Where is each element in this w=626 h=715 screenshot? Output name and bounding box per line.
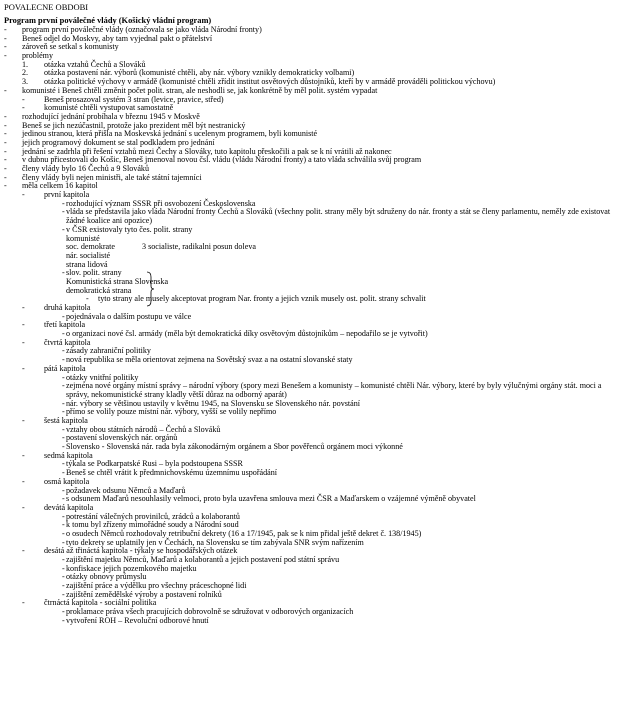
outline-text: vláda se představila jako vláda Národní fronty Čechů a Slováků (všechny polit. strany měly být sdruženy do nár. fronty a stát se členy parlamentu, neměly zde existovat žádné koalice ani opozice) (66, 207, 611, 226)
list-marker: - (62, 346, 65, 356)
list-marker: 3. (22, 77, 29, 87)
list-marker: - (62, 607, 65, 617)
outline-text: nár. socialisté (66, 250, 111, 260)
document-body (4, 26, 622, 626)
outline-text: devátá kapitola (44, 502, 94, 512)
list-marker: - (22, 476, 25, 486)
outline-text: pojednávala o dalším postupu ve válce (66, 311, 192, 321)
list-marker: - (4, 120, 7, 130)
outline-text: pátá kapitola (44, 363, 86, 373)
list-marker: - (4, 42, 7, 52)
list-marker: - (62, 311, 65, 321)
list-marker: - (62, 528, 65, 538)
list-marker: - (4, 25, 7, 34)
list-marker: - (4, 33, 7, 43)
list-marker: - (62, 511, 65, 521)
list-marker: - (4, 172, 7, 182)
list-marker: - (4, 146, 7, 156)
list-marker: - (4, 111, 7, 121)
outline-text: jejich programový dokument se stal podkladem pro jednání (22, 137, 215, 147)
outline-text: problémy (22, 51, 54, 61)
list-marker: - (4, 155, 7, 165)
outline-text: slov. polit. strany (66, 268, 122, 278)
list-marker: - (62, 329, 65, 339)
list-marker: 2. (22, 68, 29, 78)
outline-text: členy vlády bylo 16 Čechů a 9 Slováků (22, 164, 150, 173)
outline-text: tyto strany ale musely akceptovat program Nar. fronty a jejich vznik musely ost. polit. strany schvalit (98, 294, 426, 304)
outline-text: zajištění majetku Němců, Maďarů a kolaborantů a jejich postavení pod státní správu (66, 555, 340, 564)
list-marker: - (62, 468, 65, 478)
outline-text: komunisté chtěli vystupovat samostatně (44, 103, 174, 113)
list-marker: - (62, 615, 65, 625)
list-marker: - (22, 337, 25, 347)
outline-item (4, 295, 622, 304)
outline-text: zajištění práce a výdělku pro všechny práceschopné lidi (66, 581, 247, 591)
outline-text: tyto dekrety se uplatnily jen v Čechách, na Slovensku se tím zabývala SNR svým nařízením (66, 537, 364, 547)
list-marker: - (22, 450, 25, 460)
outline-text: rozhodující jednání probíhala v březnu 1945 v Moskvě (22, 111, 200, 121)
list-marker: - (62, 372, 65, 382)
outline-text: zejména nové orgány místní správy – národní výbory (spory mezi Benešem a komunisty – komunisté chtěli Nár. výbory, které by byly výlučnými orgány stát. moci a správy, nekomunistické strany kladly větší důraz na odborný aparát) (66, 381, 602, 399)
list-marker: - (4, 51, 7, 61)
outline-item (4, 43, 622, 52)
outline-item (4, 617, 622, 626)
list-marker: - (62, 268, 65, 278)
outline-text: program první poválečné vlády (označovala se jako vláda Národní fronty) (22, 25, 262, 34)
outline-text: čtrnáctá kapitola - sociální politika (44, 598, 157, 608)
list-marker: - (62, 433, 65, 443)
list-marker: - (4, 137, 7, 147)
outline-text: otázky obnovy průmyslu (66, 572, 147, 582)
list-marker: - (22, 416, 25, 425)
outline-text: přímo se volily pouze místní nár. výbory, vyšší se volily nepřímo (66, 407, 277, 417)
outline-text: zajištění zemědělské výroby a postavení rolníků (66, 589, 222, 599)
list-marker: - (62, 537, 65, 547)
outline-text: čtvrtá kapitola (44, 337, 91, 347)
outline-text: desátá až třináctá kapitola - týkaly se hospodářských otázek (44, 546, 238, 556)
outline-item (4, 408, 622, 417)
list-marker: - (62, 207, 65, 217)
margin-note: 3 socialiste, radikalni posun doleva (142, 242, 256, 252)
outline-text: sedmá kapitola (44, 450, 93, 460)
document-heading: POVALECNE OBDOBI (4, 2, 89, 12)
list-marker: - (62, 407, 65, 417)
outline-item (4, 443, 622, 452)
outline-text: konfiskace jejich pozemkového majetku (66, 563, 197, 573)
brace-icon (146, 271, 154, 307)
list-marker: 1. (22, 59, 29, 69)
list-marker: - (62, 381, 65, 391)
outline-text: druhá kapitola (44, 303, 91, 313)
outline-text: o organizaci nové čsl. armády (měla být demokratická díky osvětovým důstojníkům – nepodařilo se je vytvořit) (66, 329, 428, 339)
outline-text: v ČSR existovaly tyto čes. polit. strany (66, 224, 193, 234)
outline-text: otázka politické výchovy v armádě (komunisté chtěli zřídit institut osvětových důstojníků, kteří by v armádě prováděli politickou výchovu) (44, 77, 496, 87)
outline-text: třetí kapitola (44, 320, 86, 330)
outline-text: nár. výbory se většinou ustavily v květnu 1945, na Slovensku se Slovenského nár. povstání (66, 398, 361, 408)
list-marker: - (22, 303, 25, 313)
list-marker: - (22, 103, 25, 113)
outline-text: členy vlády byli nejen ministři, ale také státní tajemníci (22, 172, 202, 182)
list-marker: - (22, 598, 25, 608)
outline-text: Slovensko - Slovenská nár. rada byla zákonodárným orgánem a Sbor pověřenců orgánem moci výkonné (66, 442, 403, 452)
list-marker: - (62, 485, 65, 495)
outline-text: měla celkem 16 kapitol (22, 181, 98, 191)
list-marker: - (62, 442, 65, 452)
outline-text: požadavek odsunu Němců a Maďarů (66, 485, 186, 495)
outline-item (4, 469, 622, 478)
outline-text: v dubnu přicestovali do Košic, Beneš jmenoval novou čsl. vládu (vládu Národní fronty) a tato vláda schválila svůj program (22, 155, 422, 165)
outline-text: komunisté (66, 233, 100, 243)
outline-text: nová republika se měla orientovat zejmena na Sovětský svaz a na ostatní slovanské staty (66, 355, 353, 365)
outline-item (4, 495, 622, 504)
list-marker: - (62, 494, 65, 504)
outline-text: o osudech Němců rozhodovaly retribuční dekrety (16 a 17/1945, pak se k nim přidal ještě dekret č. 138/1945) (66, 528, 422, 538)
outline-text: osmá kapitola (44, 476, 90, 486)
outline-text: s odsunem Maďarů nesouhlasily velmoci, proto byla uzavřena smlouva mezi ČSR a Maďarskem o vzájemné výměně obyvatel (66, 494, 476, 504)
list-marker: - (62, 572, 65, 582)
outline-text: Komunistická strana Slovenska (66, 276, 169, 286)
list-marker: - (4, 164, 7, 173)
list-marker: - (4, 129, 7, 139)
list-marker: - (22, 94, 25, 104)
outline-item (4, 382, 622, 399)
outline-text: potrestání válečných provinilců, zrádců a kolaborantů (66, 511, 240, 521)
outline-text: Beneš se chtěl vrátit k předmnichovskému územnímu uspořádání (66, 468, 278, 478)
list-marker: - (4, 85, 7, 95)
outline-text: jedinou stranou, která přišla na Moskevská jednání s ucelenym programem, byli komunisté (22, 129, 318, 139)
outline-text: Beneš odjel do Moskvy, aby tam vyjednal pakt o přátelství (22, 33, 213, 43)
list-marker: - (62, 459, 65, 469)
outline-item (4, 313, 622, 322)
outline-text: zároveň se setkal s komunisty (22, 42, 119, 52)
list-marker: - (22, 363, 25, 373)
list-marker: - (4, 181, 7, 191)
list-marker: - (62, 563, 65, 573)
outline-text: k tomu byl zřízeny mimořádné soudy a Národní soud (66, 520, 239, 530)
section-title: Program první poválečné vlády (Košický vládní program) (4, 16, 212, 25)
outline-text: postavení slovenských nár. orgánů (66, 433, 178, 443)
list-marker: - (62, 224, 65, 234)
list-marker: - (62, 424, 65, 434)
list-marker: - (62, 520, 65, 530)
outline-text: vytvoření ROH – Revoluční odborové hnutí (66, 615, 209, 625)
outline-text: soc. demokrate (66, 242, 115, 252)
list-marker: - (86, 294, 89, 304)
list-marker: - (22, 546, 25, 556)
outline-text: demokratická strana (66, 285, 132, 295)
list-marker: - (62, 555, 65, 564)
outline-text: strana lidová (66, 259, 108, 269)
list-marker: - (22, 320, 25, 330)
outline-text: jednání se zadrhla při řešení vztahů mezi Čechy a Slováky, tuto kapitolu přeskočili a pak se k ní vrátili až nakonec (22, 146, 392, 156)
outline-text: proklamace práva všech pracujících dobrovolně se sdružovat v odborových organizacích (66, 607, 354, 617)
outline-text: otázka vztahů Čechů a Slováků (44, 59, 146, 69)
list-marker: - (62, 198, 65, 208)
outline-text: rozhodující význam SSSR při osvobození Československa (66, 198, 256, 208)
outline-item (4, 330, 622, 339)
outline-text: otázka postavení nár. výborů (komunisté chtěli, aby nár. výbory vznikly demokraticky volbami) (44, 68, 355, 78)
outline-text: týkala se Podkarpatské Rusi – byla podstoupena SSSR (66, 459, 243, 469)
list-marker: - (62, 581, 65, 591)
outline-text: vztahy obou státních národů – Čechů a Slováků (66, 424, 221, 434)
outline-text: komunisté i Beneš chtěli změnit počet polit. stran, ale neshodli se, jak konkrétně by měl polit. systém vypadat (22, 85, 378, 95)
outline-text: šestá kapitola (44, 416, 88, 425)
outline-item (4, 182, 622, 191)
outline-text: otázky vnitřní politiky (66, 372, 139, 382)
list-marker: - (62, 355, 65, 365)
list-marker: - (62, 589, 65, 599)
outline-text: Beneš prosazoval systém 3 stran (levice, pravice, střed) (44, 94, 224, 104)
outline-text: zásady zahraniční politiky (66, 346, 151, 356)
outline-text: Beneš se jich nezúčastnil, protože jako prezident měl být nestranický (22, 120, 246, 130)
outline-item (4, 208, 622, 225)
outline-text: první kapitola (44, 190, 90, 200)
list-marker: - (22, 190, 25, 200)
list-marker: - (62, 398, 65, 408)
list-marker: - (22, 502, 25, 512)
outline-item (4, 356, 622, 365)
